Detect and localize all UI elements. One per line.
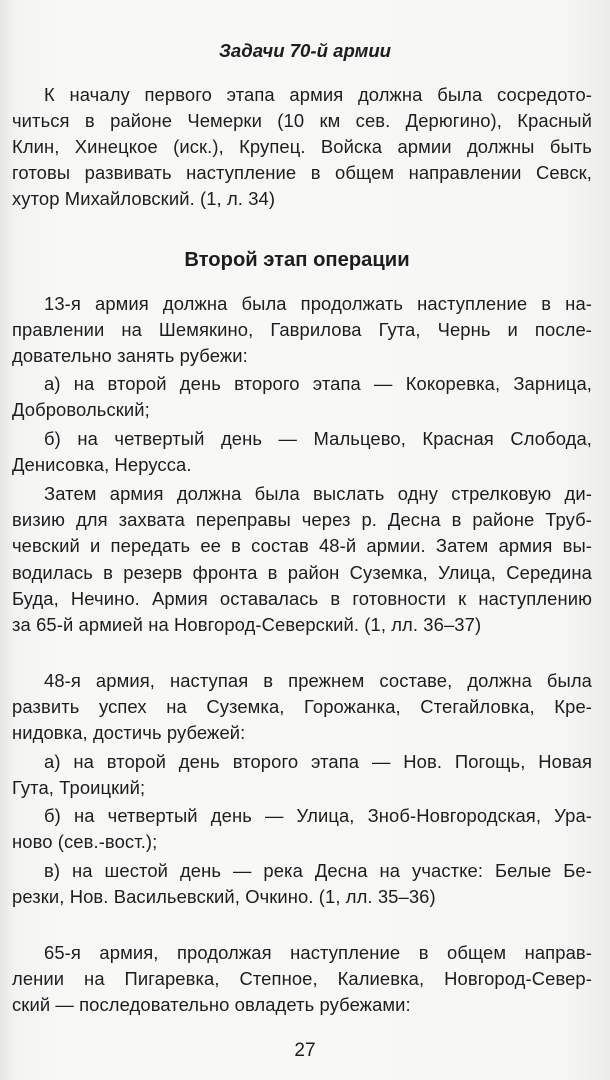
paragraph-line: Гута, Троицкий; [12,777,146,798]
paragraph-line: б) на четвертый день — Улица, Зноб-Новгородская, Ура- [44,805,592,826]
paragraph-line: в) на шестой день — река Десна на участке: Белые Бе- [44,860,592,881]
paragraph-line: хутор Михайловский. (1, л. 34) [12,188,276,209]
paragraph-line: Добровольский; [12,399,150,420]
paragraph-line: Затем армия должна была выслать одну стрелковую ди- [44,483,592,504]
paragraph-line: водилась в резерв фронта в район Суземка, Улица, Середина [12,562,592,583]
section-heading-70-army: Задачи 70-й армии [218,40,392,61]
page-number: 27 [294,1040,316,1061]
paragraph-line: готовы развивать наступление в общем направлении Севск, [12,162,592,183]
section-heading-second-stage: Второй этап операции [184,249,410,271]
paragraph-line: 48-я армия, наступая в прежнем составе, должна была [44,670,592,691]
paragraph-line: Клин, Хинецкое (иск.), Крупец. Войска армии должны быть [12,136,592,157]
paragraph-line: довательно занять рубежи: [12,345,248,366]
paragraph-line: Буда, Нечино. Армия оставалась в готовности к наступлению [12,588,592,609]
paragraph-line: читься в районе Чемерки (10 км сев. Дерюгино), Красный [12,110,592,131]
paragraph-line: за 65-й армией на Новгород-Северский. (1, лл. 36–37) [12,614,482,635]
paragraph-line: чевский и передать ее в состав 48-й армии. Затем армия вы- [12,535,592,556]
paragraph-line: ский — последовательно овладеть рубежами: [12,994,411,1015]
paragraph-line: а) на второй день второго этапа — Нов. Погощь, Новая [44,751,592,772]
paragraph-line: а) на второй день второго этапа — Кокоревка, Зарница, [44,373,592,394]
paragraph-line: резки, Нов. Васильевский, Очкино. (1, лл. 35–36) [12,886,436,907]
paragraph-line: нидовка, достичь рубежей: [12,722,246,743]
paragraph-line: ново (сев.-вост.); [12,831,158,852]
paragraph-line: б) на четвертый день — Мальцево, Красная Слобода, [44,428,592,449]
paragraph-line: развить успех на Суземка, Горожанка, Стегайловка, Кре- [12,696,592,717]
paragraph-line: лении на Пигаревка, Степное, Калиевка, Новгород-Север- [12,968,592,989]
paragraph-line: 13-я армия должна была продолжать наступление в на- [44,293,592,314]
paragraph-line: К началу первого этапа армия должна была сосредото- [44,84,592,105]
paragraph-line: 65-я армия, продолжая наступление в общем направ- [44,942,592,963]
paragraph-line: визию для захвата переправы через р. Десна в районе Труб- [12,509,592,530]
paragraph-line: Денисовка, Нерусса. [12,454,192,475]
paragraph-line: правлении на Шемякино, Гаврилова Гута, Чернь и после- [12,319,592,340]
